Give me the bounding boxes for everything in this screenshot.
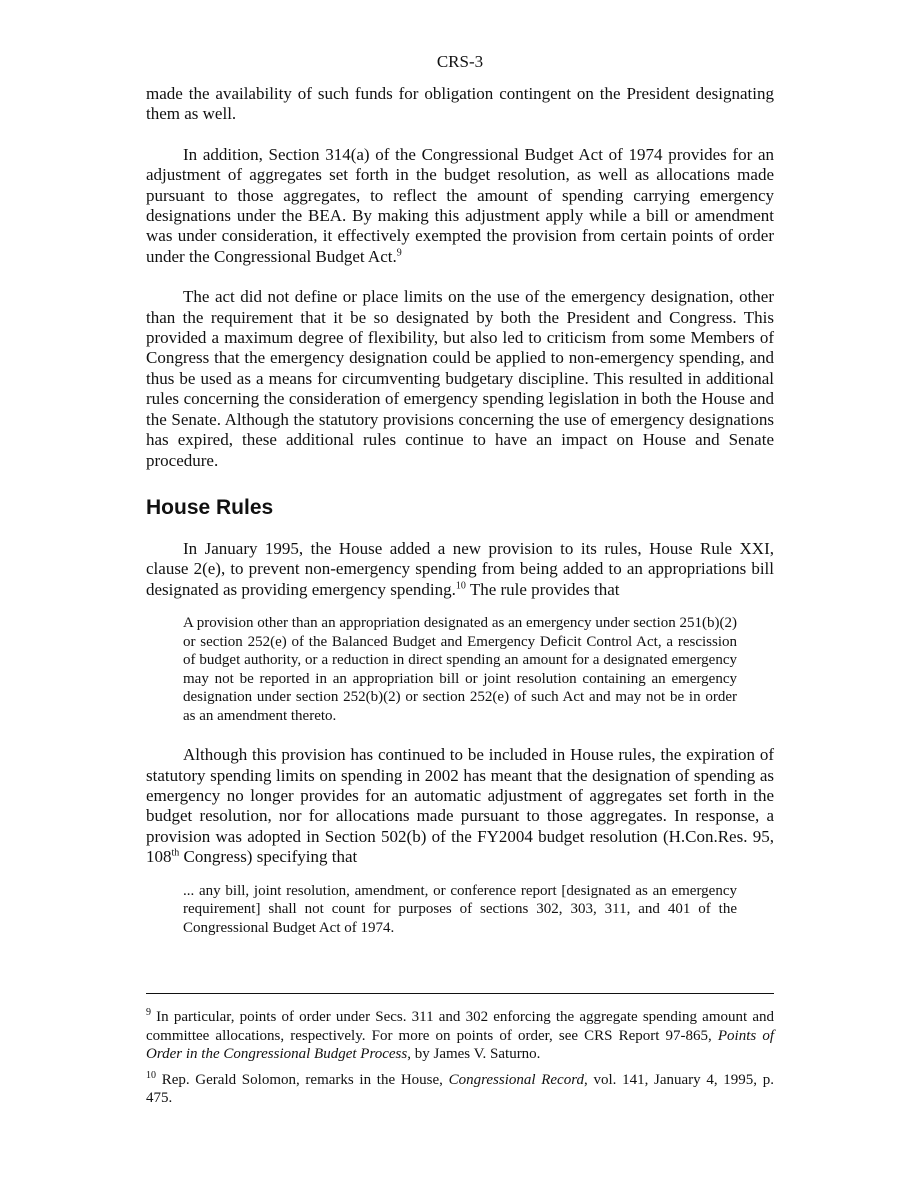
- paragraph-3: The act did not define or place limits on the use of the emergency designation, other than the requirement that it be so designated by both the President and Congress. This provided a maximum degree of flexibility, but also led to criticism from some Members of Congress that the emergency designation could be applied to non-emergency spending, and thus be used as a means for circumventing budgetary discipline. This resulted in additional rules concerning the consideration of emergency spending legislation in both the House and the Senate. Although the statutory provisions concerning the use of emergency designations has expired, these additional rules continue to have an impact on House and Senate procedure.: [146, 287, 774, 470]
- footnote-10-publication: Congressional Record: [448, 1071, 585, 1088]
- block-quote-rule: A provision other than an appropriation designated as an emergency under section 251(b)(2) or section 252(e) of the Balanced Budget and Emergency Deficit Control Act, a rescission of budget authority, or a reduction in direct spending an amount for a designated emergency may not be reported in an appropriation bill or joint resolution containing an emergency designation under section 252(b)(2) or section 252(e) of such Act and may not be in order as an amendment thereto.: [183, 615, 737, 724]
- paragraph-4-text: In January 1995, the House added a new provision to its rules, House Rule XXI, clause 2(e), to prevent non-emergency spending from being added to an appropriations bill designated as providing emergency spending.: [146, 538, 774, 599]
- footnote-9-number: 9: [146, 1007, 151, 1018]
- footnote-9-author: , by James V. Saturno.: [407, 1046, 541, 1062]
- footnote-ref-10[interactable]: 10: [455, 580, 466, 592]
- footnote-9-report-title: Points of Order in the Congressional Budget Process: [146, 1027, 774, 1062]
- paragraph-5-text: Although this provision has continued to be included in House rules, the expiration of statutory spending limits on spending in 2002 has meant that the designation of spending as emergency no longer provides for an automatic adjustment of aggregates set forth in the budget resolution, nor for allocations made pursuant to those aggregates. In response, a provision was adopted in Section 502(b) of the FY2004 budget resolution (H.Con.Res. 95, 108: [146, 745, 774, 867]
- paragraph-5-tail: Congress) specifying that: [179, 847, 358, 867]
- footnote-10-number: 10: [146, 1069, 156, 1081]
- paragraph-2-text: In addition, Section 314(a) of the Congressional Budget Act of 1974 provides for an adjustment of aggregates set forth in the budget resolution, as well as allocations made pursuant to those aggregates, to reflect the amount of spending carrying emergency designations under the BEA. By making this adjustment apply while a bill or amendment was under consideration, it effectively exempted the provision from certain points of order under the Congressional Budget Act.: [146, 144, 774, 266]
- section-heading-house-rules: House Rules: [146, 495, 274, 519]
- footnote-9: [146, 1008, 774, 1064]
- block-quote-resolution: ... any bill, joint resolution, amendment, or conference report [designated as an emergency requirement] shall not count for purposes of sections 302, 303, 311, and 401 of the Congressional Budget Act of 1974.: [183, 882, 737, 936]
- paragraph-4-tail: The rule provides that: [465, 579, 620, 599]
- footnote-10-text: Rep. Gerald Solomon, remarks in the House,: [156, 1071, 449, 1088]
- page-header: CRS-3: [436, 52, 484, 71]
- footnote-ref-9[interactable]: 9: [396, 247, 402, 259]
- ordinal-suffix: th: [171, 847, 180, 859]
- footnotes-section: [146, 993, 774, 1115]
- paragraph-1: made the availability of such funds for obligation contingent on the President designating them as well.: [146, 84, 774, 124]
- paragraph-4: [146, 539, 774, 600]
- footnote-10-citation: , vol. 141, January 4, 1995, p. 475.: [146, 1071, 774, 1106]
- page-body: [146, 52, 774, 957]
- paragraph-2: [146, 145, 774, 267]
- footnote-10: [146, 1071, 774, 1108]
- paragraph-5: [146, 745, 774, 867]
- footnote-divider: [146, 993, 774, 994]
- footnote-9-text: In particular, points of order under Secs. 311 and 302 enforcing the aggregate spending amount and committee allocations, respectively. For more on points of order, see CRS Report 97-865,: [146, 1009, 774, 1044]
